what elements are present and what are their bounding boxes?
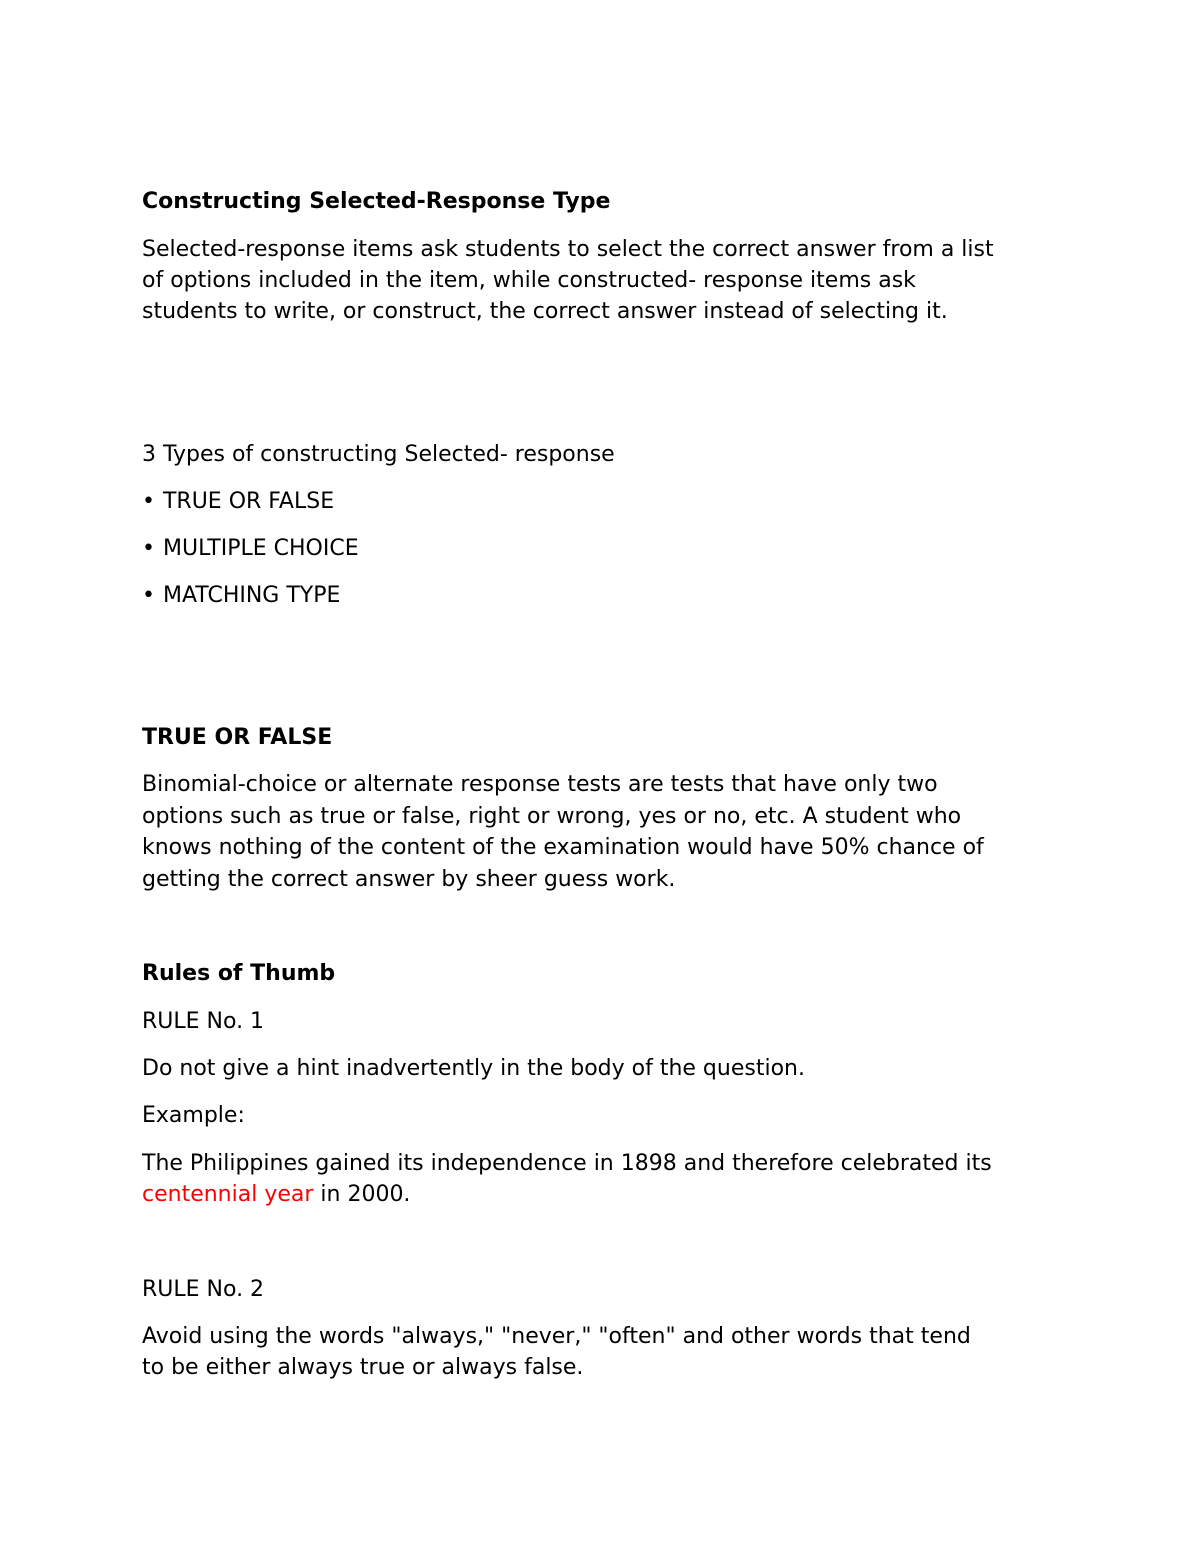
tf-line-1: Binomial-choice or alternate response tests are tests that have only two	[142, 772, 938, 797]
intro-line-2: of options included in the item, while constructed- response items ask	[142, 268, 916, 293]
rules-heading: Rules of Thumb	[142, 961, 336, 986]
rule-1-text: Do not give a hint inadvertently in the body of the question.	[142, 1056, 805, 1081]
rule-1-label: RULE No. 1	[142, 1009, 265, 1034]
bullet-icon: •	[142, 536, 155, 561]
rule-2-label: RULE No. 2	[142, 1277, 265, 1302]
bullet-icon: •	[142, 583, 155, 608]
example-line-2	[142, 1179, 410, 1211]
bullet-item-label: MULTIPLE CHOICE	[162, 536, 359, 561]
rule-2-line-1: Avoid using the words "always," "never," "often" and other words that tend	[142, 1324, 971, 1349]
bullet-item	[142, 580, 340, 612]
document-page	[142, 0, 1072, 1553]
bullet-item-label: MATCHING TYPE	[162, 583, 341, 608]
tf-line-3: knows nothing of the content of the examination would have 50% chance of	[142, 835, 984, 860]
bullet-item	[142, 533, 359, 565]
document-title: Constructing Selected-Response Type	[142, 189, 611, 214]
rule-2-line-2: to be either always true or always false.	[142, 1355, 584, 1380]
types-heading: 3 Types of constructing Selected- response	[142, 442, 615, 467]
example-line-2-rest: in 2000.	[313, 1182, 411, 1207]
tf-line-4: getting the correct answer by sheer guess work.	[142, 867, 676, 892]
example-label: Example:	[142, 1103, 245, 1128]
intro-line-1: Selected-response items ask students to select the correct answer from a list	[142, 237, 994, 262]
bullet-item-label: TRUE OR FALSE	[162, 489, 335, 514]
true-false-heading: TRUE OR FALSE	[142, 725, 333, 750]
bullet-icon: •	[142, 489, 155, 514]
highlighted-phrase: centennial year	[142, 1182, 314, 1207]
tf-line-2: options such as true or false, right or wrong, yes or no, etc. A student who	[142, 804, 962, 829]
example-line-1: The Philippines gained its independence in 1898 and therefore celebrated its	[142, 1151, 992, 1176]
bullet-item	[142, 486, 334, 518]
intro-line-3: students to write, or construct, the correct answer instead of selecting it.	[142, 299, 948, 324]
